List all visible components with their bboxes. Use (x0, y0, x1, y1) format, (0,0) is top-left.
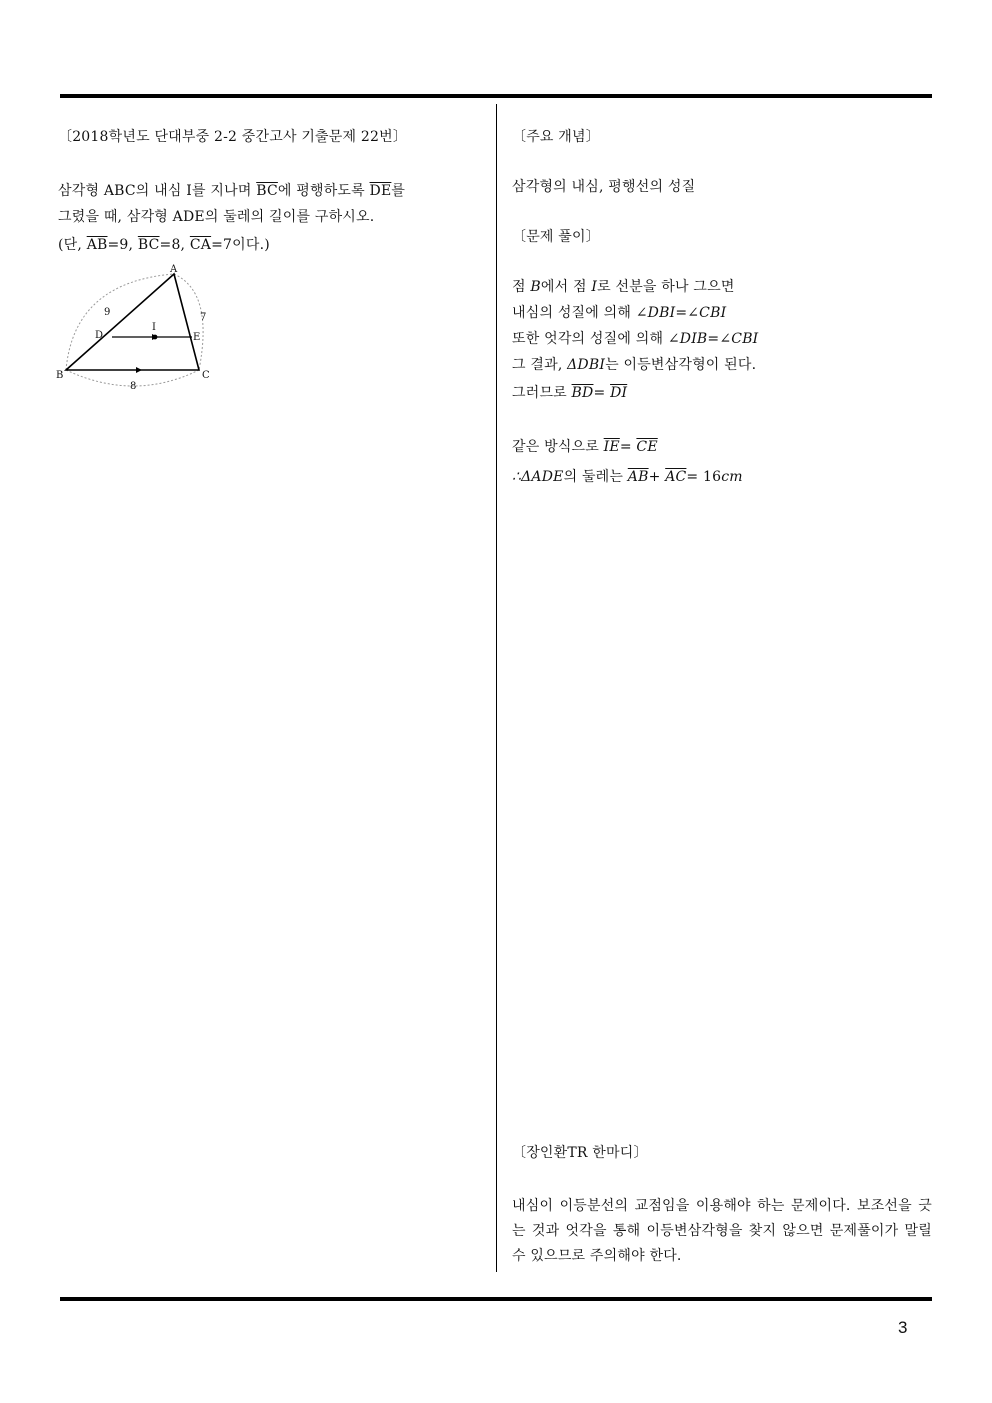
math-expr: ∠DBI=∠CBI (635, 305, 727, 321)
equals-sign: = (619, 439, 637, 455)
segment-de: $\overline{DE}$ (369, 183, 392, 199)
label-b: B (56, 370, 64, 381)
bottom-rule (60, 1297, 932, 1301)
solution-text: 같은 방식으로 (512, 439, 604, 455)
solution-line-1 (512, 278, 735, 296)
triangle-figure (54, 262, 224, 392)
condition-text: (단, (58, 237, 87, 253)
solution-text: 내심의 성질에 의해 (512, 305, 636, 321)
problem-text: 를 (391, 183, 406, 199)
answer-unit: cm (721, 469, 743, 485)
solution-text: 그러므로 (512, 385, 572, 401)
solution-line-5 (512, 384, 627, 402)
problem-text: 에 평행하도록 (277, 183, 370, 199)
side-ab-length: 9 (104, 307, 111, 318)
segment-ce: $\overline{CE}$ (636, 439, 658, 455)
solution-line-6 (512, 438, 658, 456)
label-e: E (193, 332, 201, 343)
problem-line-2: 그렸을 때, 삼각형 ADE의 둘레의 길이를 구하시오. (58, 209, 375, 225)
answer-value: = 16 (686, 469, 722, 485)
segment-ac: $\overline{AC}$ (665, 469, 687, 485)
label-a: A (170, 264, 178, 275)
math-var: I (591, 279, 598, 295)
plus-sign: + (648, 469, 666, 485)
problem-text: 삼각형 ABC의 내심 I를 지나며 (58, 183, 257, 199)
label-d: D (95, 330, 104, 341)
solution-line-7 (512, 468, 743, 486)
segment-ab: $\overline{AB}$ (627, 469, 649, 485)
problem-line-1 (58, 182, 405, 200)
tr-comment-header: 〔장인환TR 한마디〕 (512, 1145, 648, 1161)
top-rule (60, 94, 932, 98)
segment-bd: $\overline{BD}$ (571, 385, 594, 401)
concept-header: 〔주요 개념〕 (512, 129, 600, 145)
solution-text: 로 선분을 하나 그으면 (597, 279, 735, 295)
label-c: C (202, 370, 210, 381)
segment-ie: $\overline{IE}$ (603, 439, 620, 455)
solution-text: 또한 엇각의 성질에 의해 (512, 331, 668, 347)
solution-text: 는 이등변삼각형이 된다. (605, 357, 757, 373)
solution-text: 그 결과, (512, 357, 568, 373)
solution-line-2 (512, 304, 726, 322)
solution-line-4 (512, 356, 756, 374)
incenter-point (153, 335, 158, 340)
condition-text: =9, (107, 237, 138, 253)
condition-text: =8, (159, 237, 190, 253)
math-var: B (530, 279, 541, 295)
triangle-abc (66, 274, 199, 370)
problem-condition (58, 236, 270, 254)
segment-di: $\overline{DI}$ (610, 385, 628, 401)
segment-ab: $\overline{AB}$ (86, 237, 108, 253)
column-divider (496, 104, 497, 1272)
solution-header: 〔문제 풀이〕 (512, 229, 600, 245)
problem-source: 〔2018학년도 단대부중 2-2 중간고사 기출문제 22번〕 (58, 129, 408, 145)
solution-text: 의 둘레는 (563, 469, 628, 485)
segment-ca: $\overline{CA}$ (189, 237, 212, 253)
equals-sign: = (593, 385, 611, 401)
solution-text: 점 (512, 279, 531, 295)
label-i: I (152, 322, 156, 333)
tr-comment-text: 내심이 이등분선의 교점임을 이용해야 하는 문제이다. 보조선을 긋는 것과 엇각을 통해 이등변삼각형을 찾지 않으면 문제풀이가 말릴 수 있으므로 주의해야 한다. (512, 1198, 932, 1264)
math-expr: ∠DIB=∠CBI (667, 331, 759, 347)
condition-text: =7이다.) (211, 237, 270, 253)
page-number: 3 (898, 1318, 908, 1337)
side-ca-length: 7 (200, 312, 207, 323)
solution-text: 에서 점 (540, 279, 592, 295)
solution-line-3 (512, 330, 758, 348)
concept-text: 삼각형의 내심, 평행선의 성질 (512, 179, 696, 195)
math-expr: ∴ΔADE (512, 469, 564, 485)
segment-bc: $\overline{BC}$ (256, 183, 278, 199)
parallel-arrow-bc (136, 367, 142, 373)
side-bc-length: 8 (130, 381, 137, 392)
segment-bc: $\overline{BC}$ (137, 237, 160, 253)
math-expr: ΔDBI (567, 357, 606, 373)
